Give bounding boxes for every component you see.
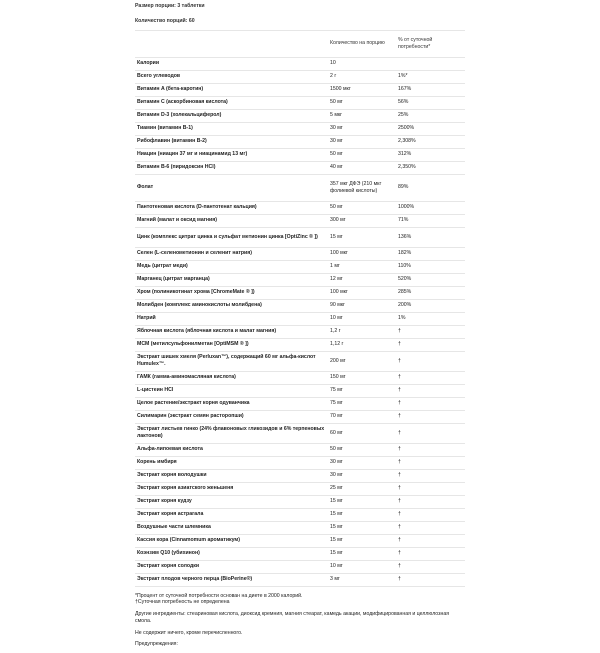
row-daily-value: † (396, 521, 465, 534)
row-name: Цинк (комплекс цитрат цинка и сульфат метионин цинка [OptiZinc ® ]) (135, 227, 328, 247)
table-row (135, 148, 465, 161)
table-row (135, 70, 465, 83)
row-name: Фолат (135, 174, 328, 201)
row-amount: 90 мкг (328, 299, 396, 312)
table-row (135, 469, 465, 482)
table-row (135, 534, 465, 547)
row-name: Корень имбиря (135, 456, 328, 469)
table-row (135, 325, 465, 338)
row-name: Целое растение/экстракт корня одуванчика (135, 397, 328, 410)
row-daily-value: † (396, 338, 465, 351)
row-amount: 40 мг (328, 161, 396, 174)
row-daily-value: 200% (396, 299, 465, 312)
row-name: Витамин A (бета-каротин) (135, 83, 328, 96)
row-name: Экстракт плодов черного перца (BioPerine®) (135, 573, 328, 586)
row-daily-value: † (396, 397, 465, 410)
table-row (135, 201, 465, 214)
row-name: Яблочная кислота (яблочная кислота и малат магния) (135, 325, 328, 338)
table-row (135, 312, 465, 325)
row-daily-value: 1%* (396, 70, 465, 83)
row-amount: 75 мг (328, 397, 396, 410)
table-row (135, 384, 465, 397)
row-daily-value: 110% (396, 260, 465, 273)
row-name: Витамин B-6 (пиридоксин HCl) (135, 161, 328, 174)
row-daily-value: † (396, 495, 465, 508)
row-daily-value (396, 57, 465, 70)
row-name: Натрий (135, 312, 328, 325)
table-row (135, 560, 465, 573)
row-amount: 5 мкг (328, 109, 396, 122)
row-daily-value: † (396, 325, 465, 338)
row-name: Экстракт корня астрагала (135, 508, 328, 521)
row-daily-value: † (396, 560, 465, 573)
row-daily-value: † (396, 573, 465, 586)
row-amount: 1500 мкг (328, 83, 396, 96)
column-header-daily-value: % от суточной потребности* (396, 30, 465, 57)
row-daily-value: † (396, 508, 465, 521)
row-daily-value: † (396, 469, 465, 482)
table-row (135, 351, 465, 371)
row-amount: 100 мкг (328, 286, 396, 299)
row-daily-value: 1000% (396, 201, 465, 214)
table-row (135, 109, 465, 122)
row-name: Экстракт корня володушки (135, 469, 328, 482)
table-row (135, 573, 465, 586)
row-amount: 25 мг (328, 482, 396, 495)
table-row (135, 122, 465, 135)
row-amount: 357 мкг ДФЭ (210 мкг фолиевой кислоты) (328, 174, 396, 201)
row-amount: 10 (328, 57, 396, 70)
table-row (135, 161, 465, 174)
row-name: Экстракт корня азиатского женьшеня (135, 482, 328, 495)
contains-nothing-note: Не содержит ничего, кроме перечисленного. (135, 629, 243, 636)
table-row (135, 482, 465, 495)
row-name: Альфа-липоевая кислота (135, 443, 328, 456)
row-amount: 12 мг (328, 273, 396, 286)
row-daily-value: † (396, 456, 465, 469)
row-name: Тиамин (витамин B-1) (135, 122, 328, 135)
row-amount: 50 мг (328, 201, 396, 214)
table-row (135, 299, 465, 312)
row-name: L-цистеин HCl (135, 384, 328, 397)
table-row (135, 260, 465, 273)
row-amount: 30 мг (328, 456, 396, 469)
row-name: Медь (цитрат меди) (135, 260, 328, 273)
table-row (135, 397, 465, 410)
row-daily-value: 520% (396, 273, 465, 286)
row-amount: 15 мг (328, 521, 396, 534)
row-amount: 50 мг (328, 443, 396, 456)
row-name: Всего углеводов (135, 70, 328, 83)
table-row (135, 57, 465, 70)
supplement-facts-table (135, 30, 465, 587)
row-amount: 10 мг (328, 312, 396, 325)
row-amount: 1,12 г (328, 338, 396, 351)
row-daily-value: † (396, 482, 465, 495)
table-row (135, 247, 465, 260)
column-header-amount: Количество на порцию (328, 30, 396, 57)
table-row (135, 273, 465, 286)
servings-per-container: Количество порций: 60 (135, 17, 195, 24)
row-amount: 15 мг (328, 495, 396, 508)
row-daily-value: † (396, 547, 465, 560)
row-daily-value: 2500% (396, 122, 465, 135)
row-daily-value: 71% (396, 214, 465, 227)
row-daily-value: † (396, 534, 465, 547)
table-row (135, 547, 465, 560)
row-daily-value: 25% (396, 109, 465, 122)
row-amount: 75 мг (328, 384, 396, 397)
row-name: МСМ (метилсульфонилметан [OptiMSM ® ]) (135, 338, 328, 351)
table-row (135, 423, 465, 443)
footnotes (135, 593, 465, 649)
row-daily-value: † (396, 384, 465, 397)
row-amount: 1,2 г (328, 325, 396, 338)
row-daily-value: 2,350% (396, 161, 465, 174)
table-row (135, 443, 465, 456)
row-name: Рибофлавин (витамин B-2) (135, 135, 328, 148)
row-amount: 100 мкг (328, 247, 396, 260)
row-daily-value: 136% (396, 227, 465, 247)
row-amount: 30 мг (328, 469, 396, 482)
row-name: Пантотеновая кислота (D-пантотенат кальция) (135, 201, 328, 214)
row-name: Коэнзим Q10 (убихинон) (135, 547, 328, 560)
row-amount: 15 мг (328, 227, 396, 247)
table-header-row (135, 30, 465, 57)
column-header-name (135, 30, 328, 57)
table-row (135, 174, 465, 201)
row-daily-value: 312% (396, 148, 465, 161)
table-row (135, 214, 465, 227)
row-name: Молибден (комплекс аминокислоты молибдена) (135, 299, 328, 312)
row-daily-value: 182% (396, 247, 465, 260)
row-name: Витамин C (аскорбиновая кислота) (135, 96, 328, 109)
row-name: Силимарин (экстракт семян расторопши) (135, 410, 328, 423)
row-amount: 50 мг (328, 148, 396, 161)
supplement-facts (135, 3, 465, 653)
table-row (135, 456, 465, 469)
row-name: Воздушные части шлемника (135, 521, 328, 534)
table-row (135, 371, 465, 384)
row-daily-value: 2,308% (396, 135, 465, 148)
row-amount: 2 г (328, 70, 396, 83)
row-name: Марганец (цитрат марганца) (135, 273, 328, 286)
row-amount: 200 мг (328, 351, 396, 371)
row-daily-value: † (396, 423, 465, 443)
row-amount: 50 мг (328, 96, 396, 109)
row-daily-value: † (396, 351, 465, 371)
row-amount: 60 мг (328, 423, 396, 443)
row-daily-value: 89% (396, 174, 465, 201)
row-amount: 15 мг (328, 508, 396, 521)
row-daily-value: 167% (396, 83, 465, 96)
warnings-heading: Предупреждения: (135, 641, 178, 648)
row-amount: 300 мг (328, 214, 396, 227)
table-row (135, 227, 465, 247)
table-row (135, 338, 465, 351)
row-daily-value: † (396, 371, 465, 384)
row-name: Экстракт корня солодки (135, 560, 328, 573)
daily-value-note: *Процент от суточной потребности основан на диете в 2000 калорий. (135, 592, 303, 599)
row-amount: 15 мг (328, 534, 396, 547)
row-amount: 10 мг (328, 560, 396, 573)
table-row (135, 508, 465, 521)
row-name: Витамин D-3 (холекальциферол) (135, 109, 328, 122)
row-name: Кассия кора (Cinnamomum ароматикум) (135, 534, 328, 547)
row-daily-value: † (396, 410, 465, 423)
row-amount: 3 мг (328, 573, 396, 586)
not-established-note: †Суточная потребность не определена (135, 599, 230, 606)
row-amount: 70 мг (328, 410, 396, 423)
row-name: Хром (полиникотинат хрома [ChromeMate ® ]) (135, 286, 328, 299)
row-name: Калории (135, 57, 328, 70)
table-row (135, 286, 465, 299)
row-name: Магний (малат и оксид магния) (135, 214, 328, 227)
table-row (135, 96, 465, 109)
row-name: Селен (L-селенометионин и селенит натрия) (135, 247, 328, 260)
table-row (135, 495, 465, 508)
table-body (135, 57, 465, 586)
row-name: Экстракт корня кудзу (135, 495, 328, 508)
row-amount: 1 мг (328, 260, 396, 273)
other-ingredients: Другие ингредиенты: стеариновая кислота, диоксид кремния, магния стеарат, камедь акации, модифицированная и целлюлозная смола. (135, 611, 450, 624)
row-name: ГАМК (гамма-аминомасляная кислота) (135, 371, 328, 384)
row-name: Экстракт листьев гинко (24% флавоновых гликозидов и 6% терпеновых лактонов) (135, 423, 328, 443)
row-amount: 15 мг (328, 547, 396, 560)
table-row (135, 83, 465, 96)
table-row (135, 410, 465, 423)
row-amount: 30 мг (328, 135, 396, 148)
row-daily-value: 56% (396, 96, 465, 109)
row-daily-value: † (396, 443, 465, 456)
row-name: Ниацин (ниацин 37 мг и ниацинамид 13 мг) (135, 148, 328, 161)
serving-size: Размер порции: 3 таблетки (135, 3, 205, 9)
row-amount: 30 мг (328, 122, 396, 135)
row-name: Экстракт шишек хмеля (Perluxan™), содержащий 60 мг альфа-кислот Humulex™. (135, 351, 328, 371)
row-daily-value: 285% (396, 286, 465, 299)
table-row (135, 521, 465, 534)
table-row (135, 135, 465, 148)
row-amount: 150 мг (328, 371, 396, 384)
row-daily-value: 1% (396, 312, 465, 325)
